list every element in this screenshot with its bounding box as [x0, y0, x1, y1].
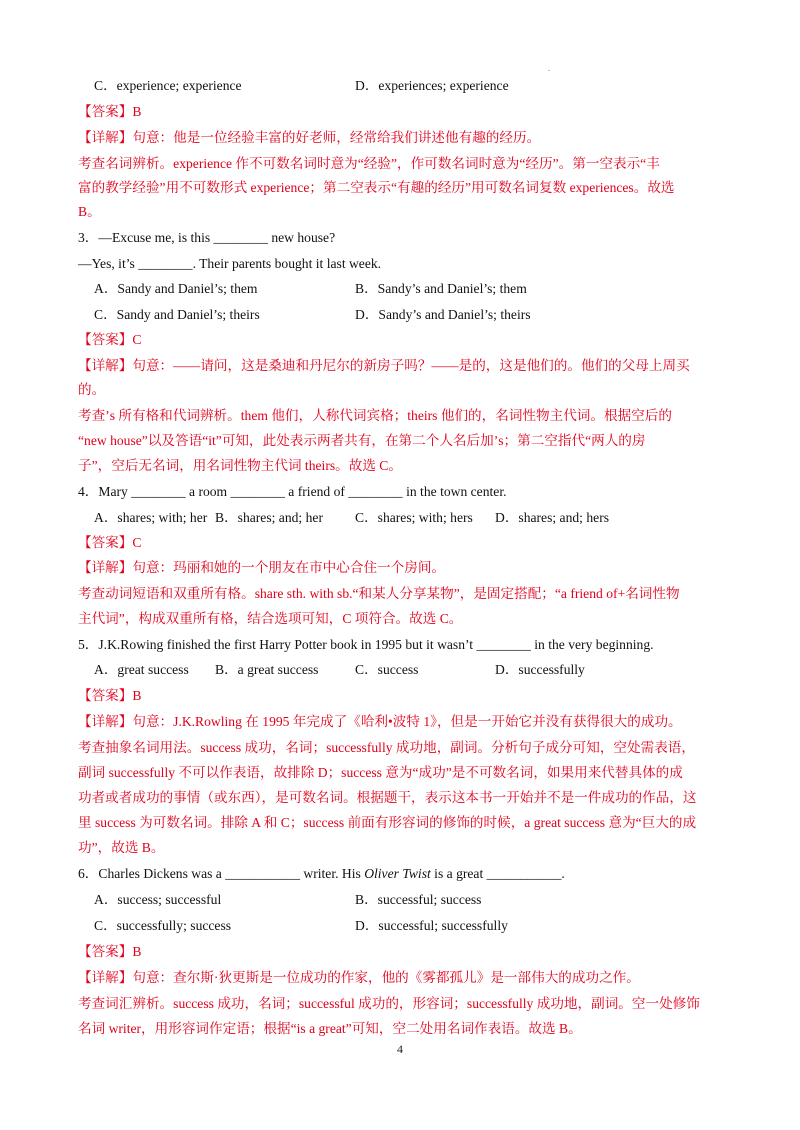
option-d: D．Sandy’s and Daniel’s; theirs [355, 307, 531, 322]
question-stem: 5．J.K.Rowing finished the first Harry Potter book in 1995 but it wasn’t ________ in the very beginning. [78, 637, 654, 652]
explanation-line: 考查名词辨析。experience 作不可数名词时意为“经验”，作可数名词时意为“经历”。第一空表示“丰 [78, 156, 660, 171]
explanation-line: 富的教学经验”用不可数形式 experience；第二空表示“有趣的经历”用可数名词复数 experiences。故选 [78, 180, 675, 195]
option-a: A．Sandy and Daniel’s; them [94, 281, 258, 296]
book-title: Oliver Twist [364, 866, 431, 881]
question-stem [78, 864, 728, 884]
question-stem: 4．Mary ________ a room ________ a friend of ________ in the town center. [78, 484, 507, 499]
explanation-line: 副词 successfully 不可以作表语，故排除 D；success 意为“成功”是不可数名词，如果用来代替具体的成 [78, 765, 683, 780]
explanation-line: “new house”以及答语“it”可知，此处表示两者共有，在第二个人名后加’s；第二空指代“两人的房 [78, 433, 646, 448]
answer-label: 【答案】C [78, 535, 142, 550]
explanation-line: B。 [78, 204, 101, 219]
explanation-line: 名词 writer，用形容词作定语；根据“is a great”可知，空二处用名词作表语。故选 B。 [78, 1021, 582, 1036]
option-c: C．Sandy and Daniel’s; theirs [94, 307, 260, 322]
option-d: D．experiences; experience [355, 78, 509, 93]
explanation-line: 考查’s 所有格和代词辨析。them 他们，人称代词宾格；theirs 他们的，名词性物主代词。根据空后的 [78, 408, 672, 423]
explanation-line: 主代词”，构成双重所有格，结合选项可知，C 项符合。故选 C。 [78, 611, 463, 626]
page-number: 4 [397, 1042, 403, 1056]
explanation-line: 考查动词短语和双重所有格。share sth. with sb.“和某人分享某物”，是固定搭配；“a friend of+名词性物 [78, 586, 680, 601]
option-d: D．successful; successfully [355, 918, 508, 933]
option-a: A．shares; with; her [94, 510, 208, 525]
option-c: C．experience; experience [94, 78, 242, 93]
question-stem: —Yes, it’s ________. Their parents bought it last week. [78, 256, 382, 271]
explanation-meaning: 的。 [78, 382, 106, 397]
option-c: C．shares; with; hers [355, 510, 473, 525]
option-c: C．success [355, 662, 419, 677]
option-b: B．a great success [215, 662, 319, 677]
answer-label: 【答案】B [78, 104, 142, 119]
option-d: D．successfully [495, 662, 585, 677]
stem-text: 6．Charles Dickens was a ___________ writer. His [78, 866, 365, 881]
answer-label: 【答案】C [78, 332, 142, 347]
explanation-line: 考查抽象名词用法。success 成功，名词；successfully 成功地，副词。分析句子成分可知，空处需表语， [78, 740, 695, 755]
option-b: B．shares; and; her [215, 510, 323, 525]
answer-label: 【答案】B [78, 688, 142, 703]
option-b: B．Sandy’s and Daniel’s; them [355, 281, 527, 296]
explanation-line: 考查词汇辨析。success 成功，名词；successful 成功的，形容词；successfully 成功地，副词。空一处修饰 [78, 996, 700, 1011]
option-a: A．success; successful [94, 892, 222, 907]
explanation-meaning: 【详解】句意：他是一位经验丰富的好老师，经常给我们讲述他有趣的经历。 [78, 130, 541, 145]
decorative-dot: . [548, 64, 550, 73]
option-a: A．great success [94, 662, 189, 677]
explanation-line: 里 success 为可数名词。排除 A 和 C；success 前面有形容词的修饰的时候，a great success 意为“巨大的成 [78, 815, 697, 830]
explanation-line: 功”，故选 B。 [78, 840, 165, 855]
answer-label: 【答案】B [78, 944, 142, 959]
explanation-meaning: 【详解】句意：——请问，这是桑迪和丹尼尔的新房子吗？——是的，这是他们的。他们的父母上周买 [78, 358, 690, 373]
explanation-line: 功者或者成功的事情（或东西），是可数名词。根据题干，表示这本书一开始并不是一件成功的作品，这 [78, 790, 697, 805]
explanation-meaning: 【详解】句意：J.K.Rowling 在 1995 年完成了《哈利•波特 1》，但是一开始它并没有获得很大的成功。 [78, 714, 682, 729]
option-c: C．successfully; success [94, 918, 232, 933]
option-d: D．shares; and; hers [495, 510, 610, 525]
explanation-meaning: 【详解】句意：玛丽和她的一个朋友在市中心合住一个房间。 [78, 560, 446, 575]
explanation-line: 子”，空后无名词，用名词性物主代词 theirs。故选 C。 [78, 458, 402, 473]
explanation-meaning: 【详解】句意：查尔斯·狄更斯是一位成功的作家，他的《雾都孤儿》是一部伟大的成功之作。 [78, 970, 640, 985]
stem-text: is a great ___________. [430, 866, 565, 881]
option-b: B．successful; success [355, 892, 482, 907]
question-stem: 3．—Excuse me, is this ________ new house? [78, 230, 336, 245]
